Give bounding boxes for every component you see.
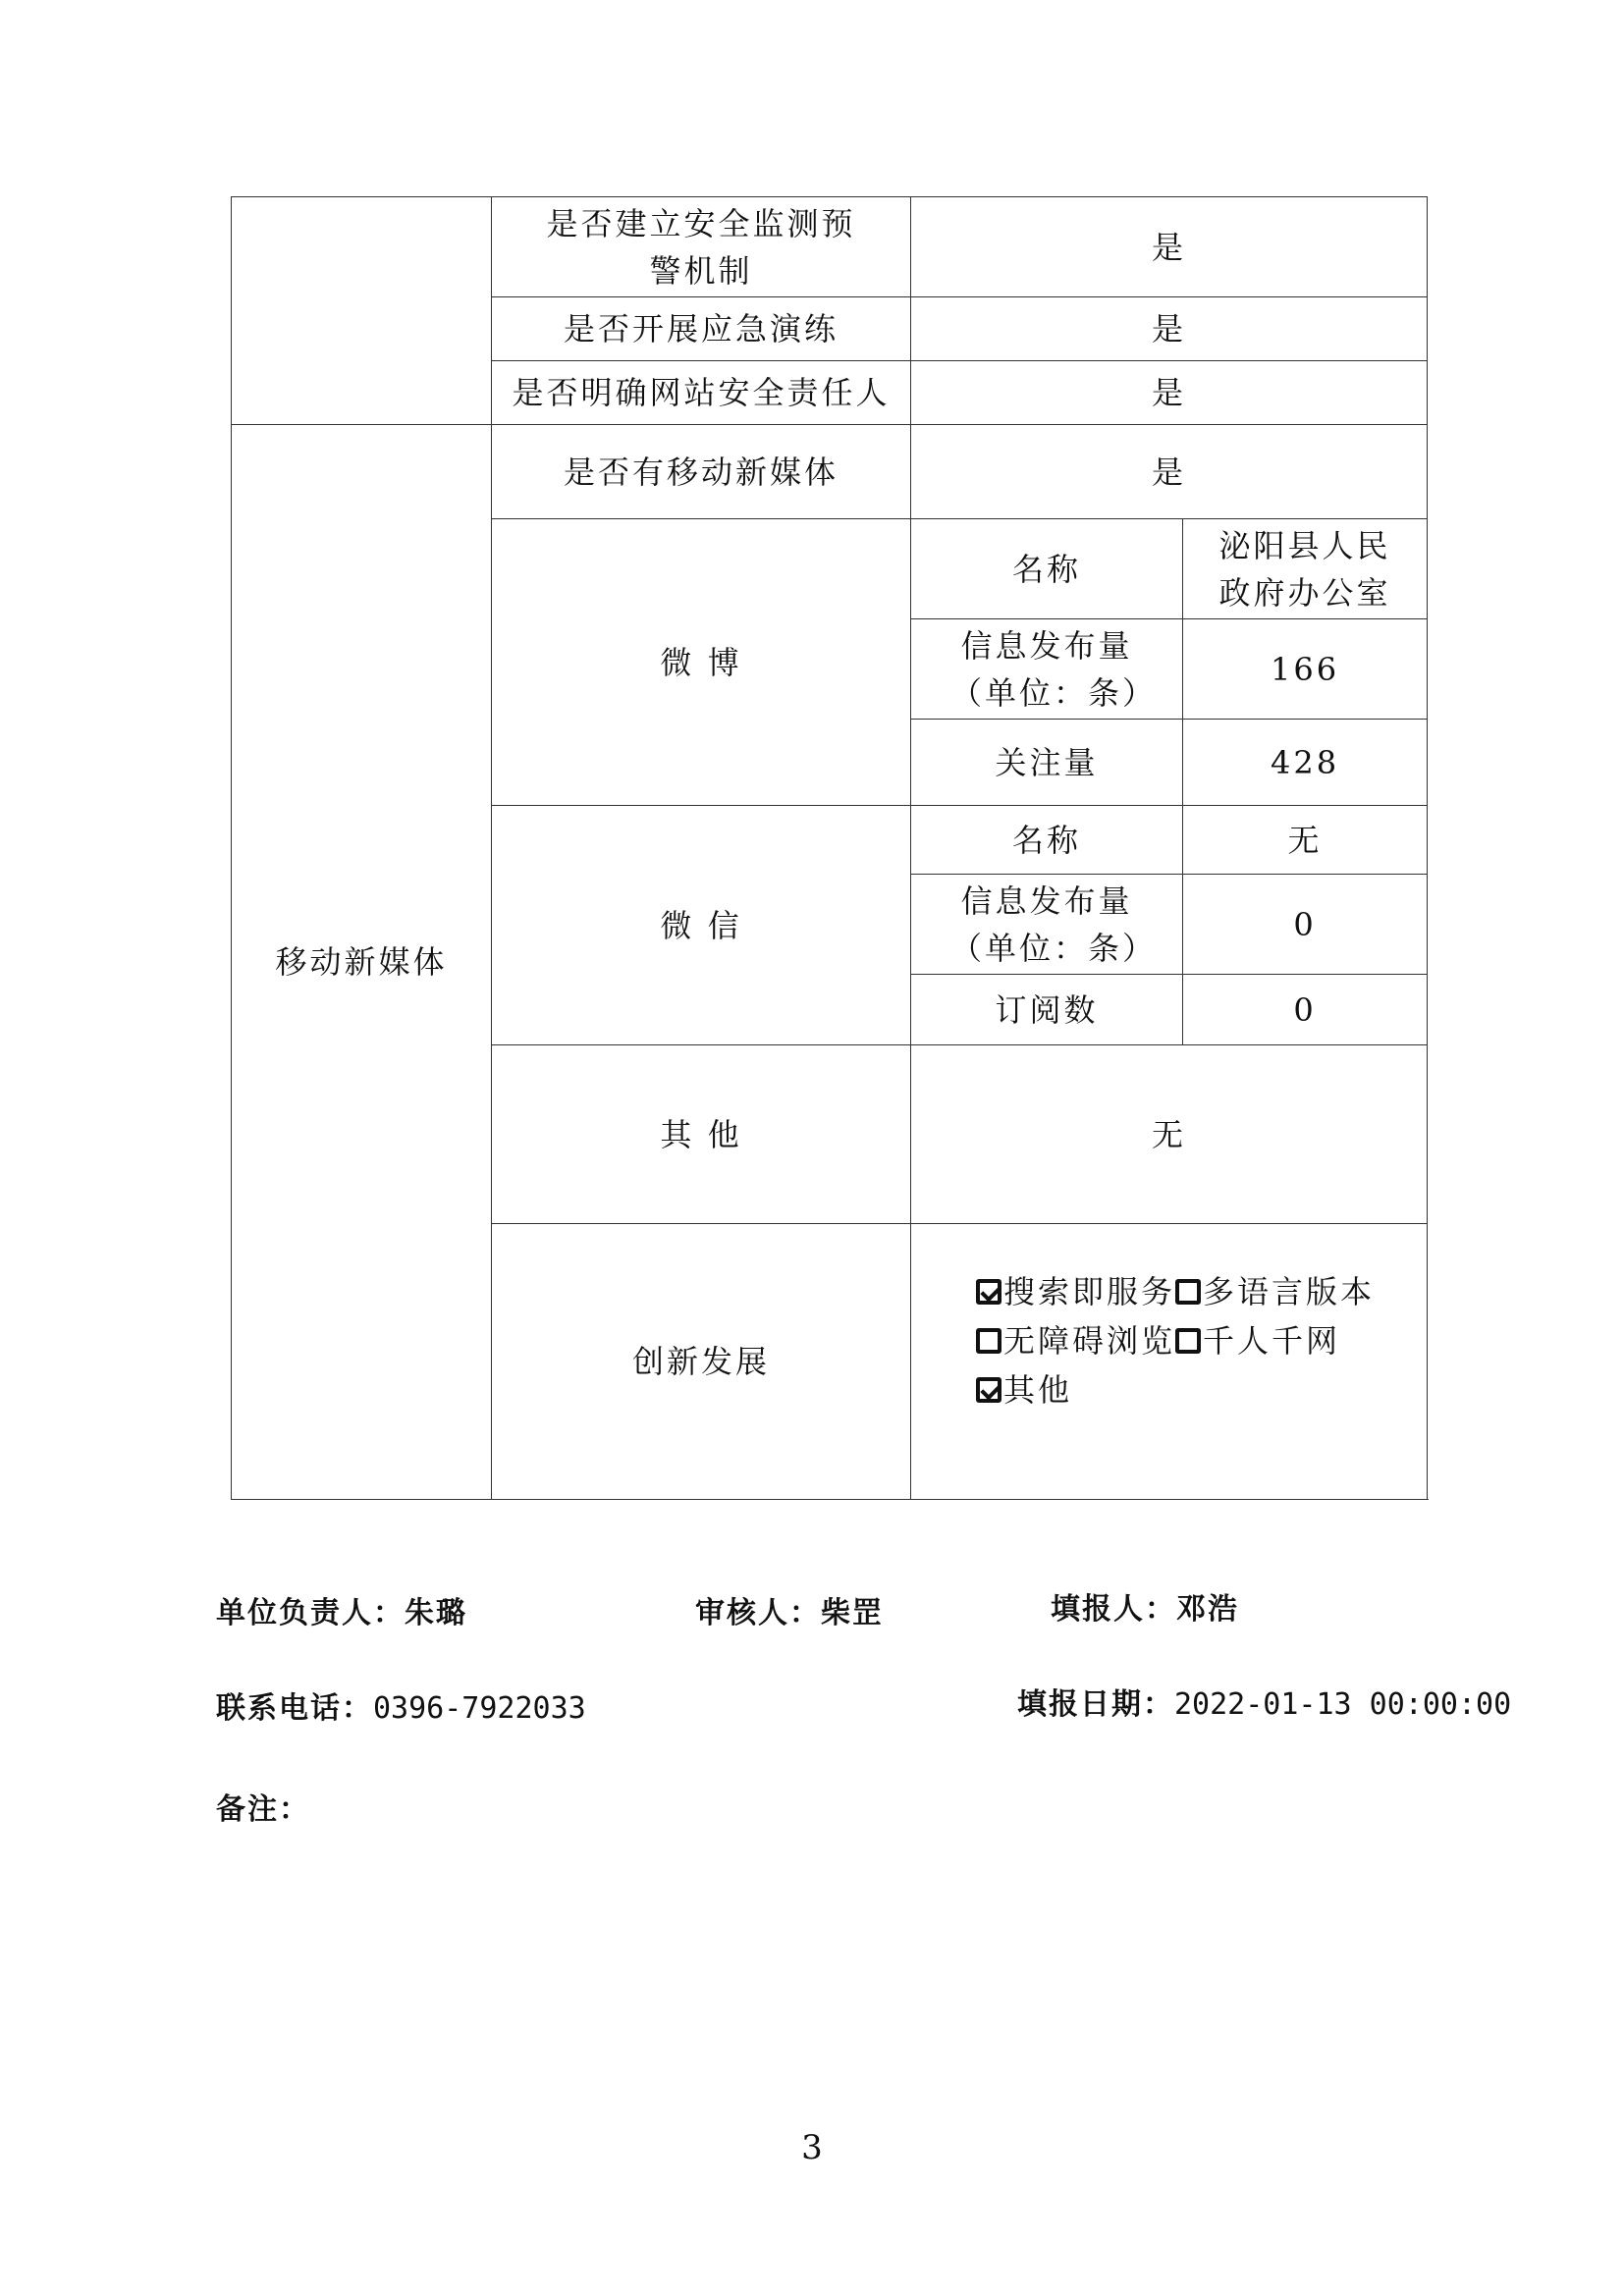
remark-label: 备注： bbox=[216, 1792, 310, 1827]
page-number: 3 bbox=[801, 2128, 823, 2167]
weibo-posts-label: 信息发布量（单位：条） bbox=[911, 619, 1183, 720]
innovation-label: 创新发展 bbox=[492, 1224, 911, 1500]
phone bbox=[216, 1683, 586, 1727]
wechat-subs-label: 订阅数 bbox=[911, 975, 1183, 1045]
wechat-name-label: 名称 bbox=[911, 806, 1183, 875]
owner-value: 是 bbox=[911, 361, 1428, 425]
reviewer bbox=[695, 1588, 884, 1631]
checkbox-multilingual[interactable] bbox=[1175, 1279, 1201, 1305]
filler bbox=[1051, 1584, 1239, 1628]
option-search-service[interactable] bbox=[976, 1268, 1175, 1315]
security-section-cell bbox=[232, 197, 492, 425]
drill-value: 是 bbox=[911, 297, 1428, 361]
phone-label: 联系电话： bbox=[216, 1691, 373, 1726]
reviewer-label: 审核人： bbox=[695, 1596, 821, 1630]
wechat-subs-value: 0 bbox=[1183, 975, 1428, 1045]
filler-value: 邓浩 bbox=[1176, 1592, 1239, 1627]
wechat-posts-label: 信息发布量（单位：条） bbox=[911, 875, 1183, 975]
has-mobile-label: 是否有移动新媒体 bbox=[492, 425, 911, 519]
monitor-value: 是 bbox=[911, 197, 1428, 297]
option-personalized[interactable] bbox=[1175, 1317, 1340, 1364]
other-value: 无 bbox=[911, 1045, 1428, 1224]
option-accessibility[interactable] bbox=[976, 1317, 1175, 1364]
fill-date bbox=[1017, 1680, 1511, 1723]
wechat-posts-value: 0 bbox=[1183, 875, 1428, 975]
wechat-label: 微 信 bbox=[492, 806, 911, 1045]
weibo-posts-value: 166 bbox=[1183, 619, 1428, 720]
weibo-label: 微 博 bbox=[492, 519, 911, 806]
monitor-label: 是否建立安全监测预警机制 bbox=[492, 197, 911, 297]
weibo-followers-value: 428 bbox=[1183, 720, 1428, 806]
date-value: 2022-01-13 00:00:00 bbox=[1174, 1687, 1512, 1722]
checkbox-accessibility[interactable] bbox=[976, 1328, 1001, 1354]
option-other[interactable] bbox=[976, 1366, 1072, 1414]
other-label: 其 他 bbox=[492, 1045, 911, 1224]
date-label: 填报日期： bbox=[1017, 1687, 1174, 1722]
option-label: 无障碍浏览 bbox=[1003, 1322, 1176, 1360]
option-label: 搜索即服务 bbox=[1003, 1273, 1176, 1310]
phone-value: 0396-7922033 bbox=[373, 1691, 586, 1726]
weibo-name-label: 名称 bbox=[911, 519, 1183, 619]
option-label: 多语言版本 bbox=[1203, 1273, 1376, 1310]
checkbox-other[interactable] bbox=[976, 1377, 1001, 1403]
weibo-followers-label: 关注量 bbox=[911, 720, 1183, 806]
checkbox-search-service[interactable] bbox=[976, 1279, 1001, 1305]
wechat-name-value: 无 bbox=[1183, 806, 1428, 875]
reviewer-value: 柴罡 bbox=[821, 1596, 884, 1630]
drill-label: 是否开展应急演练 bbox=[492, 297, 911, 361]
unit-head-label: 单位负责人： bbox=[216, 1596, 405, 1630]
unit-head-value: 朱璐 bbox=[405, 1596, 467, 1630]
option-multilingual[interactable] bbox=[1175, 1268, 1375, 1315]
innovation-options bbox=[911, 1224, 1428, 1500]
has-mobile-value: 是 bbox=[911, 425, 1428, 519]
option-label: 千人千网 bbox=[1203, 1322, 1341, 1360]
unit-head bbox=[216, 1588, 467, 1631]
owner-label: 是否明确网站安全责任人 bbox=[492, 361, 911, 425]
remark bbox=[216, 1785, 310, 1828]
filler-label: 填报人： bbox=[1051, 1592, 1176, 1627]
checkbox-personalized[interactable] bbox=[1175, 1328, 1201, 1354]
report-table bbox=[231, 196, 1428, 1500]
option-label: 其他 bbox=[1003, 1371, 1073, 1409]
weibo-name-value: 泌阳县人民政府办公室 bbox=[1183, 519, 1428, 619]
mobile-section-label: 移动新媒体 bbox=[232, 425, 492, 1500]
